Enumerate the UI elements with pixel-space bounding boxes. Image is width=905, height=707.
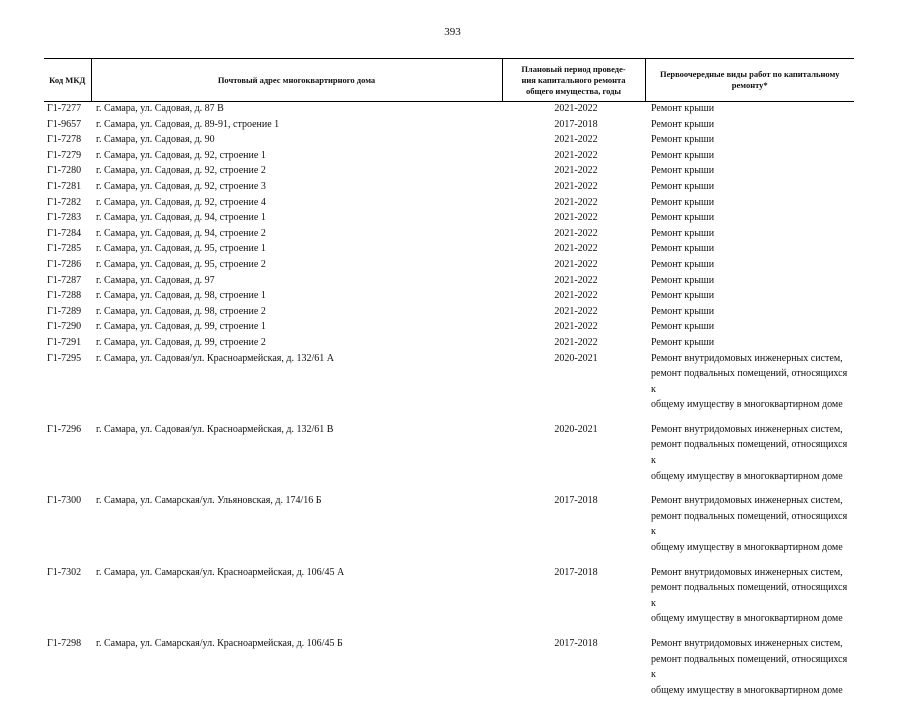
cell-period: 2017-2018 <box>554 495 598 507</box>
table-row <box>44 422 854 493</box>
cell-works <box>645 226 854 242</box>
cell-code: Г1-7302 <box>47 566 82 578</box>
works-line: Ремонт крыши <box>651 149 715 161</box>
cell-code: Г1-7277 <box>47 103 82 114</box>
cell-code: Г1-7286 <box>47 258 82 270</box>
cell-address: г. Самара, ул. Садовая, д. 92, строение 2 <box>96 165 266 177</box>
data-table <box>44 101 854 707</box>
cell-period: 2021-2022 <box>554 274 598 286</box>
cell-code: Г1-7295 <box>47 352 82 364</box>
works-line: ремонт подвальных помещений, относящихся к <box>651 582 848 609</box>
works-line: Ремонт внутридомовых инженерных систем, <box>651 495 843 507</box>
table-row <box>44 636 854 707</box>
cell-period: 2021-2022 <box>554 305 598 317</box>
header-code: Код МКД <box>44 59 91 102</box>
cell-works <box>645 636 854 707</box>
table-row <box>44 335 854 351</box>
cell-address: г. Самара, ул. Садовая, д. 99, строение 1 <box>96 321 266 333</box>
table-row <box>44 319 854 335</box>
cell-code: Г1-7280 <box>47 165 82 177</box>
cell-period: 2021-2022 <box>554 290 598 302</box>
cell-address: г. Самара, ул. Садовая/ул. Красноармейская, д. 132/61 В <box>96 423 334 435</box>
cell-code: Г1-7298 <box>47 638 82 649</box>
works-line: Ремонт крыши <box>651 134 715 146</box>
works-line: Ремонт крыши <box>651 290 715 302</box>
cell-code: Г1-7279 <box>47 149 82 161</box>
cell-period: 2017-2018 <box>554 638 598 649</box>
works-line: Ремонт крыши <box>651 118 715 130</box>
table-row <box>44 163 854 179</box>
header-works-line: Первоочередные виды работ по капитальному <box>659 69 840 79</box>
cell-period: 2017-2018 <box>554 118 598 130</box>
header-period-line: общего имущества, годы <box>525 85 622 96</box>
table-row <box>44 179 854 195</box>
cell-code: Г1-7289 <box>47 305 82 317</box>
cell-period: 2020-2021 <box>554 352 598 364</box>
cell-code: Г1-7288 <box>47 290 82 302</box>
cell-address: г. Самара, ул. Садовая, д. 95, строение 1 <box>96 243 266 255</box>
table-row <box>44 304 854 320</box>
works-line: Ремонт крыши <box>651 212 715 224</box>
header-works-line: ремонту* <box>731 80 768 90</box>
cell-address: г. Самара, ул. Садовая, д. 92, строение 3 <box>96 180 266 192</box>
cell-address: г. Самара, ул. Садовая, д. 94, строение 2 <box>96 227 266 239</box>
cell-period: 2021-2022 <box>554 227 598 239</box>
cell-period: 2020-2021 <box>554 423 598 435</box>
table-body <box>44 101 854 707</box>
cell-address: г. Самара, ул. Садовая/ул. Красноармейская, д. 132/61 А <box>96 352 334 364</box>
table-row <box>44 210 854 226</box>
cell-address: г. Самара, ул. Садовая, д. 90 <box>96 134 215 146</box>
cell-period: 2021-2022 <box>554 321 598 333</box>
cell-works <box>645 101 854 117</box>
table-row <box>44 148 854 164</box>
cell-works <box>645 319 854 335</box>
works-line: Ремонт крыши <box>651 274 715 286</box>
cell-address: г. Самара, ул. Самарская/ул. Красноармейская, д. 106/45 А <box>96 566 345 578</box>
works-line: Ремонт крыши <box>651 336 715 348</box>
cell-works <box>645 132 854 148</box>
cell-address: г. Самара, ул. Садовая, д. 98, строение 1 <box>96 290 266 302</box>
cell-works <box>645 273 854 289</box>
cell-works <box>645 422 854 493</box>
works-line: Ремонт крыши <box>651 103 715 114</box>
table-header <box>44 58 854 102</box>
cell-period: 2021-2022 <box>554 149 598 161</box>
works-line: Ремонт крыши <box>651 258 715 270</box>
works-line: ремонт подвальных помещений, относящихся к <box>651 510 848 538</box>
page-number: 393 <box>444 26 461 38</box>
works-line: ремонт подвальных помещений, относящихся к <box>651 653 848 681</box>
cell-code: Г1-7278 <box>47 134 82 146</box>
cell-address: г. Самара, ул. Садовая, д. 99, строение 2 <box>96 336 266 348</box>
works-line: общему имуществу в многоквартирном доме <box>651 470 843 482</box>
cell-address: г. Самара, ул. Садовая, д. 95, строение 2 <box>96 258 266 270</box>
cell-works <box>645 288 854 304</box>
table-row <box>44 273 854 289</box>
cell-address: г. Самара, ул. Садовая, д. 89-91, строение 1 <box>96 118 280 130</box>
works-line: общему имуществу в многоквартирном доме <box>651 399 843 411</box>
cell-code: Г1-7281 <box>47 180 82 192</box>
table-row <box>44 351 854 422</box>
works-line: Ремонт крыши <box>651 305 715 317</box>
cell-works <box>645 179 854 195</box>
cell-works <box>645 351 854 422</box>
table-row <box>44 117 854 133</box>
cell-address: г. Самара, ул. Садовая, д. 92, строение 1 <box>96 149 266 161</box>
cell-address: г. Самара, ул. Садовая, д. 94, строение 1 <box>96 212 266 224</box>
table-row <box>44 241 854 257</box>
cell-period: 2021-2022 <box>554 196 598 208</box>
works-line: Ремонт внутридомовых инженерных систем, <box>651 566 843 578</box>
table-row <box>44 132 854 148</box>
table-row <box>44 288 854 304</box>
header-period <box>502 59 645 102</box>
works-line: Ремонт крыши <box>651 227 715 239</box>
cell-works <box>645 148 854 164</box>
cell-code: Г1-7296 <box>47 423 82 435</box>
works-line: Ремонт крыши <box>651 180 715 192</box>
cell-period: 2021-2022 <box>554 336 598 348</box>
table-row <box>44 101 854 117</box>
works-line: общему имуществу в многоквартирном доме <box>651 542 843 554</box>
cell-works <box>645 565 854 636</box>
cell-period: 2017-2018 <box>554 566 598 578</box>
works-line: Ремонт внутридомовых инженерных систем, <box>651 638 843 649</box>
cell-address: г. Самара, ул. Садовая, д. 87 В <box>96 103 224 114</box>
cell-period: 2021-2022 <box>554 258 598 270</box>
cell-works <box>645 335 854 351</box>
works-line: Ремонт крыши <box>651 321 715 333</box>
cell-works <box>645 195 854 211</box>
works-line: Ремонт внутридомовых инженерных систем, <box>651 352 843 364</box>
cell-code: Г1-7300 <box>47 495 82 507</box>
cell-period: 2021-2022 <box>554 134 598 146</box>
table-row <box>44 565 854 636</box>
cell-address: г. Самара, ул. Садовая, д. 97 <box>96 274 215 286</box>
header-period-line: Плановый период проведе- <box>521 63 626 74</box>
cell-code: Г1-7284 <box>47 227 82 239</box>
cell-address: г. Самара, ул. Самарская/ул. Красноармейская, д. 106/45 Б <box>96 638 343 649</box>
header-works <box>645 59 854 102</box>
works-line: ремонт подвальных помещений, относящихся к <box>651 368 848 395</box>
cell-works <box>645 241 854 257</box>
cell-works <box>645 163 854 179</box>
cell-code: Г1-7291 <box>47 336 82 348</box>
cell-address: г. Самара, ул. Самарская/ул. Ульяновская, д. 174/16 Б <box>96 495 322 507</box>
cell-code: Г1-7282 <box>47 196 82 208</box>
cell-period: 2021-2022 <box>554 103 598 114</box>
cell-period: 2021-2022 <box>554 165 598 177</box>
works-line: Ремонт крыши <box>651 243 715 255</box>
works-line: Ремонт крыши <box>651 165 715 177</box>
works-line: Ремонт внутридомовых инженерных систем, <box>651 423 843 435</box>
table-row <box>44 493 854 564</box>
cell-code: Г1-7283 <box>47 212 82 224</box>
table-row <box>44 195 854 211</box>
header-address: Почтовый адрес многоквартирного дома <box>91 59 502 102</box>
works-line: Ремонт крыши <box>651 196 715 208</box>
cell-works <box>645 304 854 320</box>
works-line: общему имуществу в многоквартирном доме <box>651 684 843 696</box>
cell-code: Г1-7287 <box>47 274 82 286</box>
cell-address: г. Самара, ул. Садовая, д. 98, строение 2 <box>96 305 266 317</box>
cell-period: 2021-2022 <box>554 180 598 192</box>
table-row <box>44 226 854 242</box>
table-row <box>44 257 854 273</box>
cell-code: Г1-7285 <box>47 243 82 255</box>
cell-period: 2021-2022 <box>554 243 598 255</box>
cell-works <box>645 493 854 564</box>
cell-code: Г1-7290 <box>47 321 82 333</box>
cell-works <box>645 117 854 133</box>
header-period-line: ния капитального ремонта <box>521 74 626 85</box>
cell-works <box>645 257 854 273</box>
cell-period: 2021-2022 <box>554 212 598 224</box>
works-line: общему имуществу в многоквартирном доме <box>651 613 843 625</box>
works-line: ремонт подвальных помещений, относящихся к <box>651 439 848 467</box>
cell-address: г. Самара, ул. Садовая, д. 92, строение 4 <box>96 196 266 208</box>
cell-works <box>645 210 854 226</box>
cell-code: Г1-9657 <box>47 118 82 130</box>
